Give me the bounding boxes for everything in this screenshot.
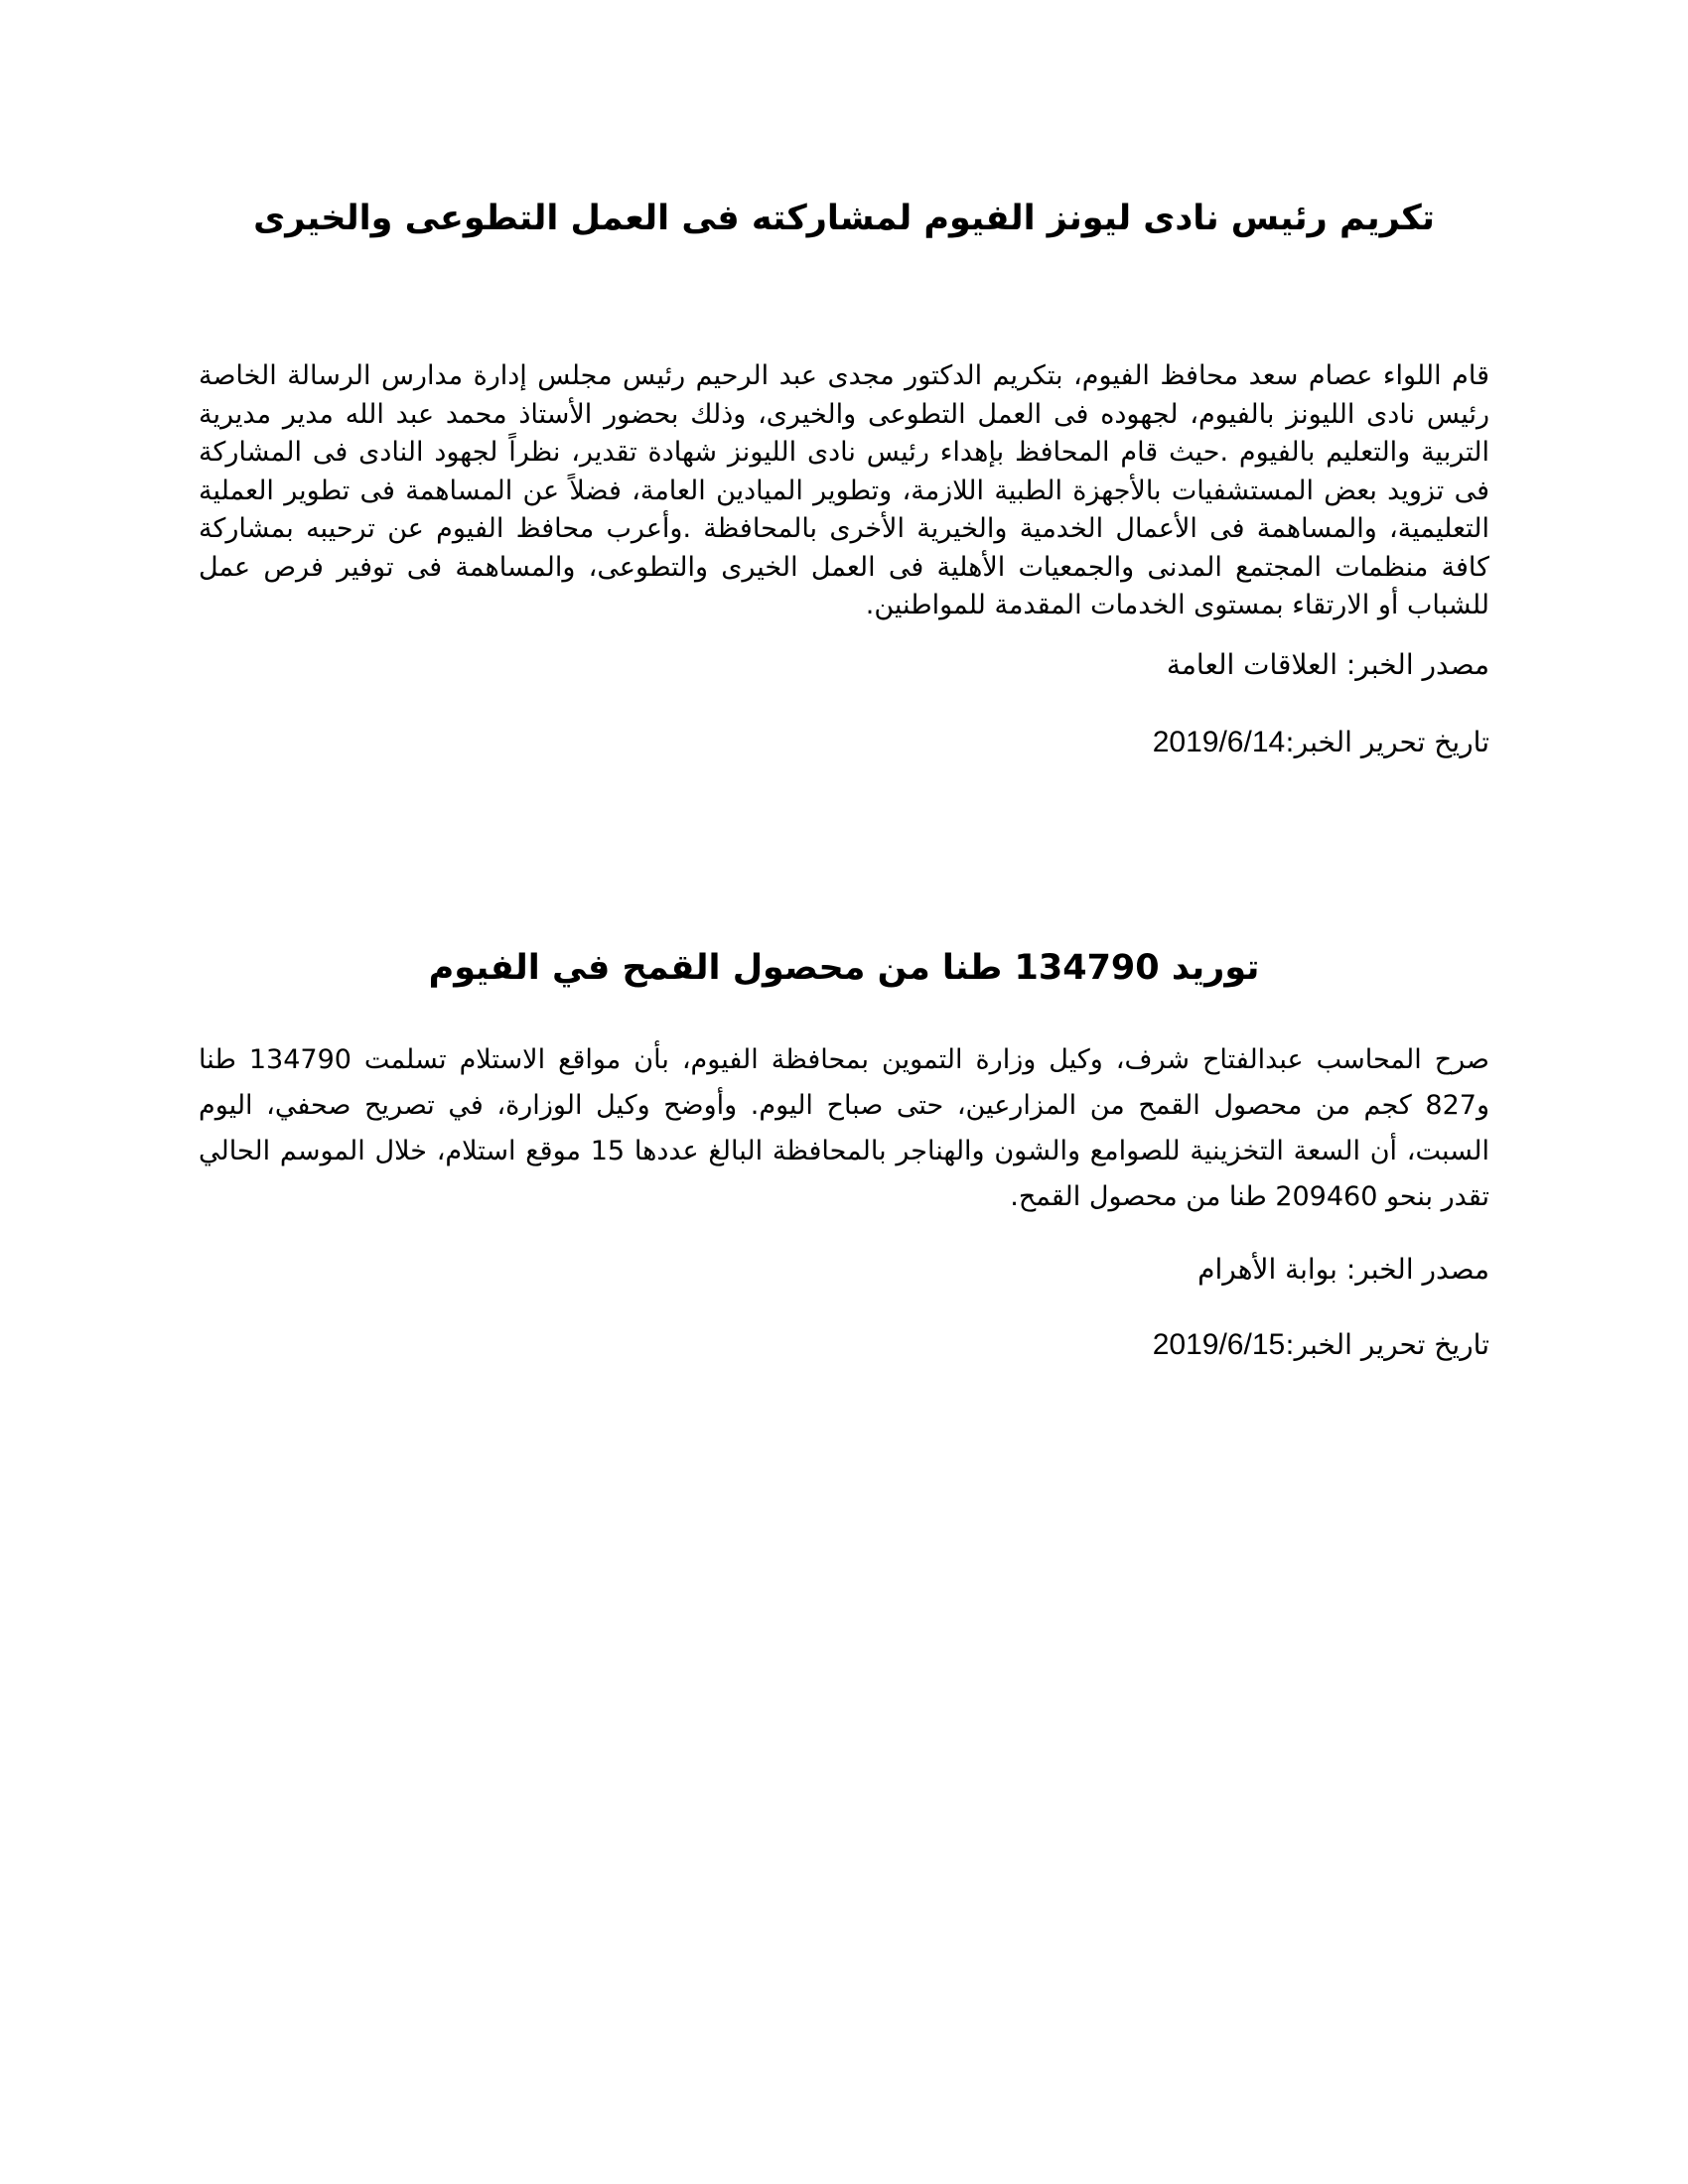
- news-article-lions-club: [199, 189, 1489, 762]
- source-label: مصدر الخبر:: [1345, 1253, 1489, 1286]
- article-date: [199, 723, 1489, 762]
- date-value: 2019/6/15: [1152, 1328, 1286, 1361]
- date-label: تاريخ تحرير الخبر:: [1285, 1328, 1489, 1361]
- article-source: [199, 645, 1489, 685]
- article-date: [199, 1325, 1489, 1365]
- date-label: تاريخ تحرير الخبر:: [1285, 725, 1489, 758]
- article-body: قام اللواء عصام سعد محافظ الفيوم، بتكريم الدكتور مجدى عبد الرحيم رئيس مجلس إدارة مدارس الرسالة الخاصة رئيس نادى الليونز بالفيوم، لجهوده فى العمل التطوعى والخيرى، وذلك بحضور الأستاذ محمد عبد الله مدير مديرية التربية والتعليم بالفيوم .حيث قام المحافظ بإهداء رئيس نادى الليونز شهادة تقدير، نظراً لجهود النادى فى المشاركة فى تزويد بعض المستشفيات بالأجهزة الطبية اللازمة، وتطوير الميادين العامة، فضلاً عن المساهمة فى تطوير العملية التعليمية، والمساهمة فى الأعمال الخدمية والخيرية الأخرى بالمحافظة .وأعرب محافظ الفيوم عن ترحيبه بمشاركة كافة منظمات المجتمع المدنى والجمعيات الأهلية فى العمل الخيرى والتطوعى، والمساهمة فى توفير فرص عمل للشباب أو الارتقاء بمستوى الخدمات المقدمة للمواطنين.: [199, 360, 1489, 620]
- article-body: صرح المحاسب عبدالفتاح شرف، وكيل وزارة التموين بمحافظة الفيوم، بأن مواقع الاستلام تسلمت 134790 طنا و827 كجم من محصول القمح من المزارعين، حتى صباح اليوم. وأوضح وكيل الوزارة، في تصريح صحفي، اليوم السبت، أن السعة التخزينية للصوامع والشون والهناجر بالمحافظة البالغ عددها 15 موقع استلام، خلال الموسم الحالي تقدر بنحو 209460 طنا من محصول القمح.: [199, 1044, 1489, 1212]
- article-headline: تكريم رئيس نادى ليونز الفيوم لمشاركته فى العمل التطوعى والخيرى: [253, 199, 1435, 238]
- date-value: 2019/6/14: [1152, 725, 1286, 758]
- article-source: [199, 1250, 1489, 1290]
- news-article-wheat-supply: [199, 938, 1489, 1365]
- source-value: بوابة الأهرام: [1197, 1253, 1337, 1286]
- source-value: العلاقات العامة: [1166, 647, 1337, 681]
- source-label: مصدر الخبر:: [1345, 647, 1489, 681]
- article-headline: توريد 134790 طنا من محصول القمح في الفيوم: [428, 948, 1260, 988]
